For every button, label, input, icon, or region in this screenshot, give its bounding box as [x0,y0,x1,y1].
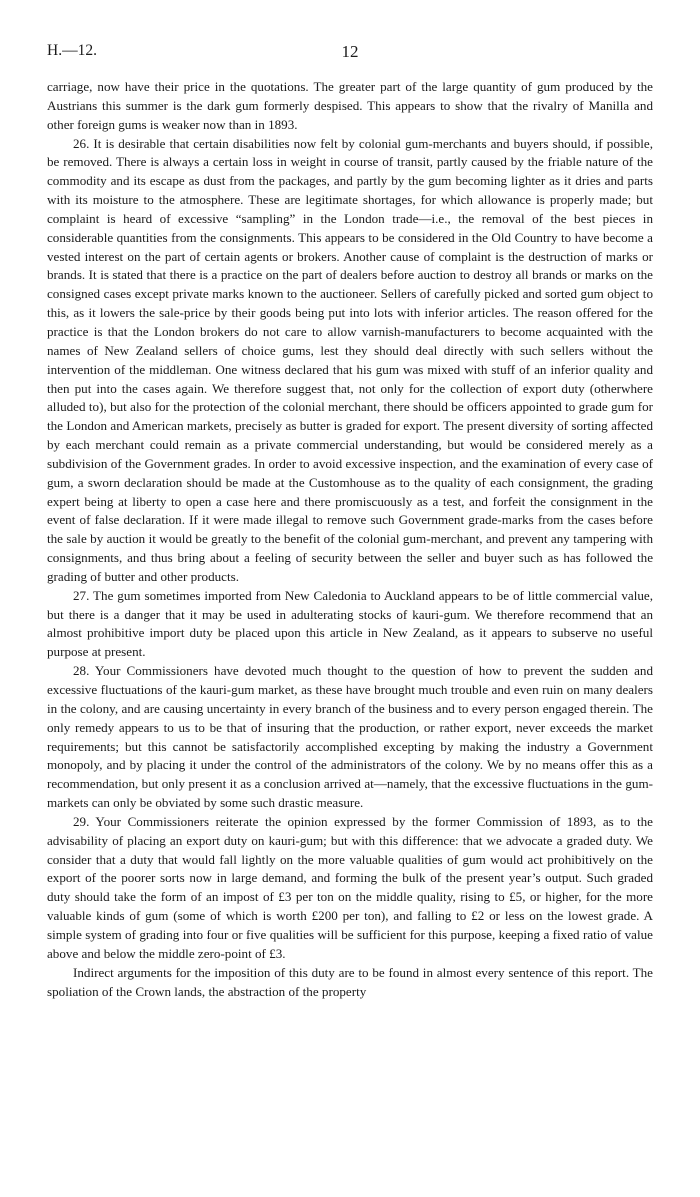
running-header [47,42,653,66]
body-text [47,78,653,1001]
page-number: 12 [341,42,359,61]
paragraph-27: 27. The gum sometimes imported from New Caledonia to Auckland appears to be of little commercial value, but there is a danger that it may be used in adulterating stocks of kauri-gum. We therefore recommend that an almost prohibitive import duty be placed upon this article in New Zealand, as it appears to subserve no useful purpose at present. [47,587,653,660]
report-reference: H.—12. [47,42,97,59]
paragraph-indirect-arguments: Indirect arguments for the imposition of this duty are to be found in almost every sentence of this report. The spoliation of the Crown lands, the abstraction of the property [47,964,653,999]
paragraph-continuation: carriage, now have their price in the quotations. The greater part of the large quantity of gum produced by the Austrians this summer is the dark gum formerly despised. This appears to show that the rivalry of Manilla and other foreign gums is weaker now than in 1893. [47,79,653,132]
paragraph-29: 29. Your Commissioners reiterate the opinion expressed by the former Commission of 1893, as to the advisability of placing an export duty on kauri-gum; but with this difference: that we advocate a graded duty. We consider that a duty that would fall lightly on the more valuable qualities of gum would act prohibitively on the export of the poorer sorts now in large demand, and forming the bulk of the present year’s output. Such graded duty should take the form of an impost of £3 per ton on the middle quality, rising to £5, or higher, for the more valuable kinds of gum (some of which is worth £200 per ton), and falling to £2 or less on the lowest grade. A simple system of grading into four or five qualities will be sufficient for this purpose, keeping a fixed ratio of value above and below the middle zero-point of £3. [47,813,653,961]
paragraph-28: 28. Your Commissioners have devoted much thought to the question of how to prevent the sudden and excessive fluctuations of the kauri-gum market, as these have brought much trouble and even ruin on many dealers in the colony, and are causing uncertainty in every branch of the business and to every person engaged therein. The only remedy appears to us to be that of insuring that the production, or rather export, never exceeds the market requirements; but this cannot be satisfactorily accomplished excepting by making the industry a Government monopoly, and by placing it under the control of the administrators of the colony. We by no means offer this as a recommendation, but only present it as a conclusion arrived at—namely, that the excessive fluctuations in the gum-markets can only be obviated by some such drastic measure. [47,663,653,811]
paragraph-26: 26. It is desirable that certain disabilities now felt by colonial gum-merchants and buyers should, if possible, be removed. There is always a certain loss in weight in course of transit, partly caused by the friable nature of the commodity and its escape as dust from the packages, and partly by the gum becoming lighter as it dries and parts with its moisture to the atmosphere. These are legitimate shortages, for which allowance is properly made; but complaint is heard of excessive “sampling” in the London trade—i.e., the removal of the best pieces in considerable quantities from the consignments. This appears to be considered in the Old Country to have become a vested interest on the part of certain agents or brokers. Another cause of complaint is the destruction of marks or brands. It is stated that there is a practice on the part of dealers before auction to destroy all brands or marks on the consigned cases except private marks known to the auctioneer. Sellers of carefully picked and sorted gum object to this, as it lowers the sale-price by their goods being put into lots with inferior articles. The reason offered for the practice is that the London brokers do not care to allow varnish-manufacturers to become acquainted with the names of New Zealand sellers of choice gums, lest they should deal directly with such sellers without the intervention of the middleman. One witness declared that his gum was mixed with stuff of an inferior quality and then put into the cases again. We therefore suggest that, not only for the collection of export duty (otherwhere alluded to), but also for the protection of the colonial merchant, there should be officers appointed to grade gum for the London and American markets, precisely as butter is graded for export. The present diversity of sorting affected by each merchant could remain as a private commercial understanding, but would be considered merely as a subdivision of the Government grades. In order to avoid excessive inspection, and the examination of every case of gum, a sworn declaration should be made at the Customhouse as to the quality of each consignment, the grading expert being at liberty to open a case here and there promiscuously as a test, and forfeit the consignment in the event of false declaration. If it were made illegal to remove such Government grade-marks from the cases before the sale by auction it would be greatly to the benefit of the colonial gum-merchant, and prevent any tampering with consignments, and thus bring about a feeling of security between the seller and buyer such as has followed the grading of butter and other products. [47,135,653,584]
document-page [47,42,653,1001]
